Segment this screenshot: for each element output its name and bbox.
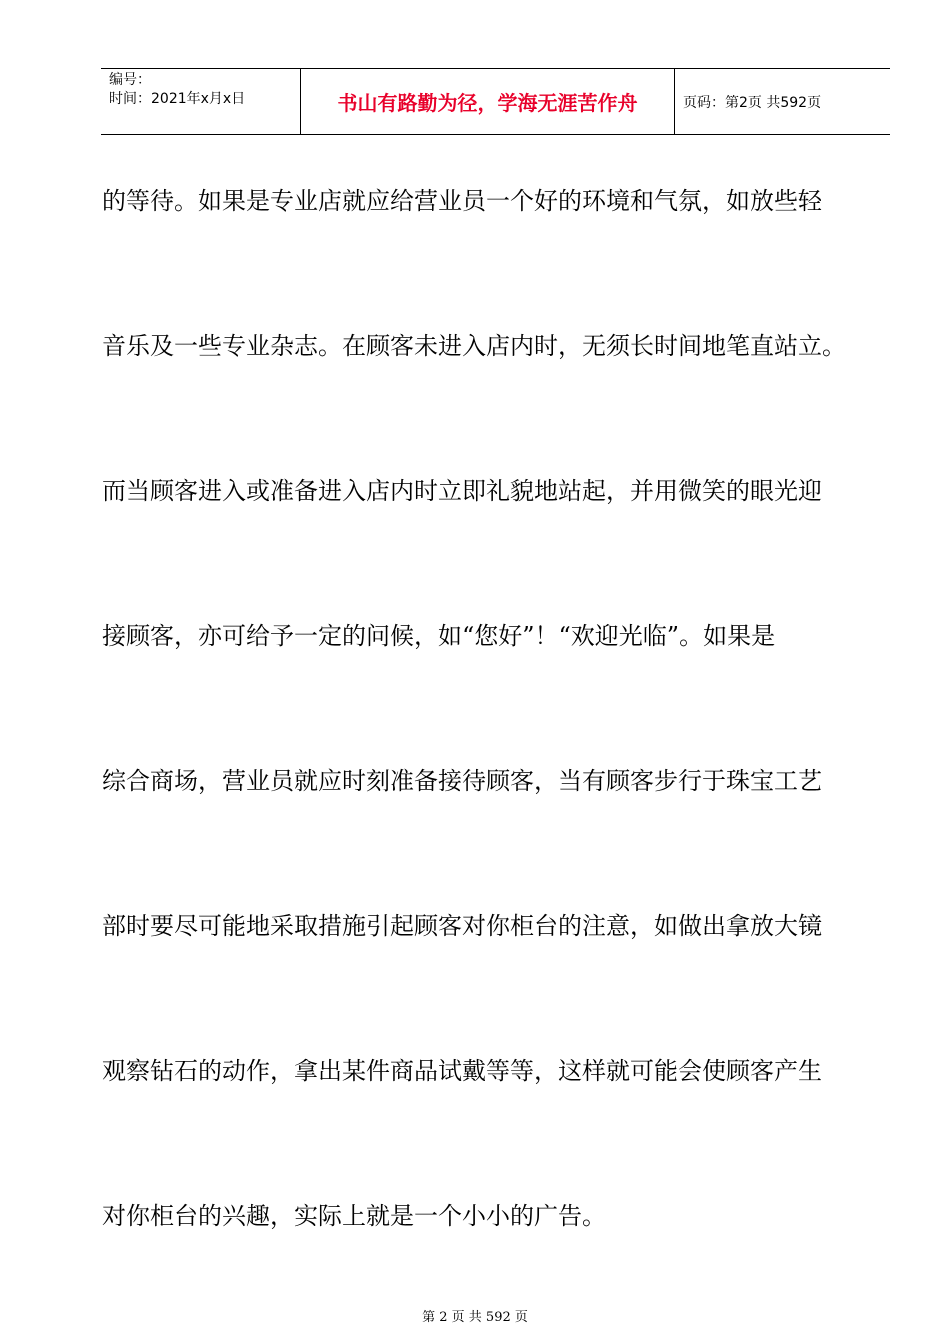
header-motto: 书山有路勤为径，学海无涯苦作舟 xyxy=(301,69,675,134)
time-label: 时间：2021年x月x日 xyxy=(109,91,246,107)
header-page-info: 页码：第2页 共592页 xyxy=(683,94,822,111)
serial-label: 编号： xyxy=(109,72,151,88)
page-footer: 第 2 页 共 592 页 xyxy=(422,1310,528,1325)
header-meta xyxy=(101,69,301,134)
body-line: 的等待。如果是专业店就应给营业员一个好的环境和气氛，如放些轻 xyxy=(102,187,822,215)
body-line: 而当顾客进入或准备进入店内时立即礼貌地站起，并用微笑的眼光迎 xyxy=(102,477,822,505)
body-line: 综合商场，营业员就应时刻准备接待顾客，当有顾客步行于珠宝工艺 xyxy=(102,767,822,795)
body-line: 对你柜台的兴趣，实际上就是一个小小的广告。 xyxy=(102,1202,606,1230)
body-line: 观察钻石的动作，拿出某件商品试戴等等，这样就可能会使顾客产生 xyxy=(102,1057,822,1085)
document-body xyxy=(102,172,892,1332)
page-header xyxy=(101,68,890,135)
body-line: 音乐及一些专业杂志。在顾客未进入店内时，无须长时间地笔直站立。 xyxy=(102,332,846,360)
body-line: 接顾客，亦可给予一定的问候，如“您好”！“欢迎光临”。如果是 xyxy=(102,622,776,650)
body-line: 部时要尽可能地采取措施引起顾客对你柜台的注意，如做出拿放大镜 xyxy=(102,912,822,940)
